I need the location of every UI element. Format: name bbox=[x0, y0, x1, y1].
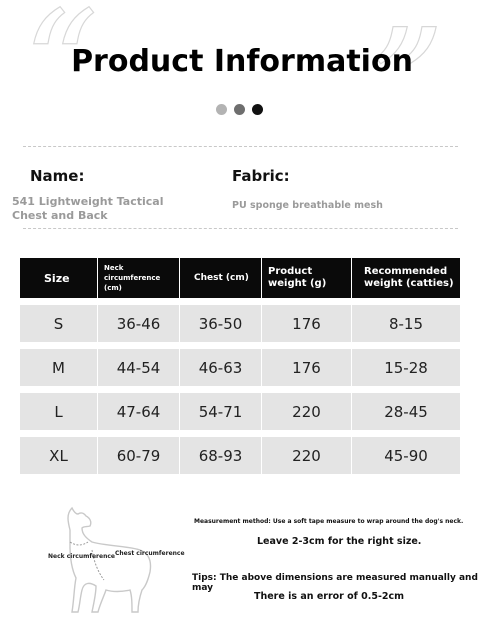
cell-recommended: 28-45 bbox=[384, 402, 428, 421]
header-chest: Chest (cm) bbox=[180, 258, 262, 298]
cell-weight: 176 bbox=[262, 349, 352, 386]
cell-chest: 36-50 bbox=[180, 305, 262, 342]
divider-bottom bbox=[23, 228, 458, 229]
dot-light bbox=[216, 104, 227, 115]
dot-mid bbox=[234, 104, 245, 115]
header-recommended: Recommended weight (catties) bbox=[364, 266, 454, 289]
decorative-quote-left: “ bbox=[22, 0, 99, 154]
table-header bbox=[20, 258, 460, 298]
leave-note: Leave 2-3cm for the right size. bbox=[257, 536, 422, 547]
dog-outline-illustration bbox=[48, 500, 168, 620]
name-label: Name: bbox=[30, 167, 85, 185]
cell-neck: 44-54 bbox=[98, 349, 180, 386]
table-row bbox=[20, 393, 460, 430]
fabric-value: PU sponge breathable mesh bbox=[232, 200, 383, 211]
cell-size: S bbox=[20, 305, 98, 342]
page-title: Product Information bbox=[71, 44, 413, 79]
name-value: 541 Lightweight Tactical Chest and Back bbox=[12, 195, 164, 222]
header-weight: Product weight (g) bbox=[262, 258, 352, 298]
cell-recommended: 8-15 bbox=[388, 314, 424, 333]
cell-size: XL bbox=[20, 437, 98, 474]
neck-measure-line bbox=[70, 542, 88, 545]
table-row bbox=[20, 305, 460, 342]
neck-label: Neck circumference bbox=[48, 553, 115, 560]
cell-size: L bbox=[20, 393, 98, 430]
table-row bbox=[20, 349, 460, 386]
cell-weight: 176 bbox=[262, 305, 352, 342]
cell-weight: 220 bbox=[262, 393, 352, 430]
dog-body-path bbox=[68, 508, 151, 612]
cell-recommended: 15-28 bbox=[384, 358, 428, 377]
error-note: There is an error of 0.5-2cm bbox=[254, 591, 405, 602]
table-row bbox=[20, 437, 460, 474]
size-table bbox=[20, 258, 460, 474]
cell-neck: 60-79 bbox=[98, 437, 180, 474]
tips-note: Tips: The above dimensions are measured manually and may bbox=[192, 573, 478, 593]
fabric-label: Fabric: bbox=[232, 167, 290, 185]
measurement-method: Measurement method: Use a soft tape measure to wrap around the dog's neck. bbox=[194, 518, 464, 525]
decorative-quote-right: ” bbox=[368, 0, 445, 172]
cell-recommended: 45-90 bbox=[384, 446, 428, 465]
header-size: Size bbox=[20, 258, 98, 298]
cell-size: M bbox=[20, 349, 98, 386]
cell-neck: 36-46 bbox=[98, 305, 180, 342]
cell-weight: 220 bbox=[262, 437, 352, 474]
chest-label: Chest circumference bbox=[115, 550, 185, 557]
cell-chest: 68-93 bbox=[180, 437, 262, 474]
cell-neck: 47-64 bbox=[98, 393, 180, 430]
cell-chest: 54-71 bbox=[180, 393, 262, 430]
dot-indicator bbox=[216, 104, 263, 115]
cell-chest: 46-63 bbox=[180, 349, 262, 386]
header-neck: Neck circumference (cm) bbox=[98, 258, 180, 298]
divider-top bbox=[23, 146, 458, 147]
dot-dark bbox=[252, 104, 263, 115]
